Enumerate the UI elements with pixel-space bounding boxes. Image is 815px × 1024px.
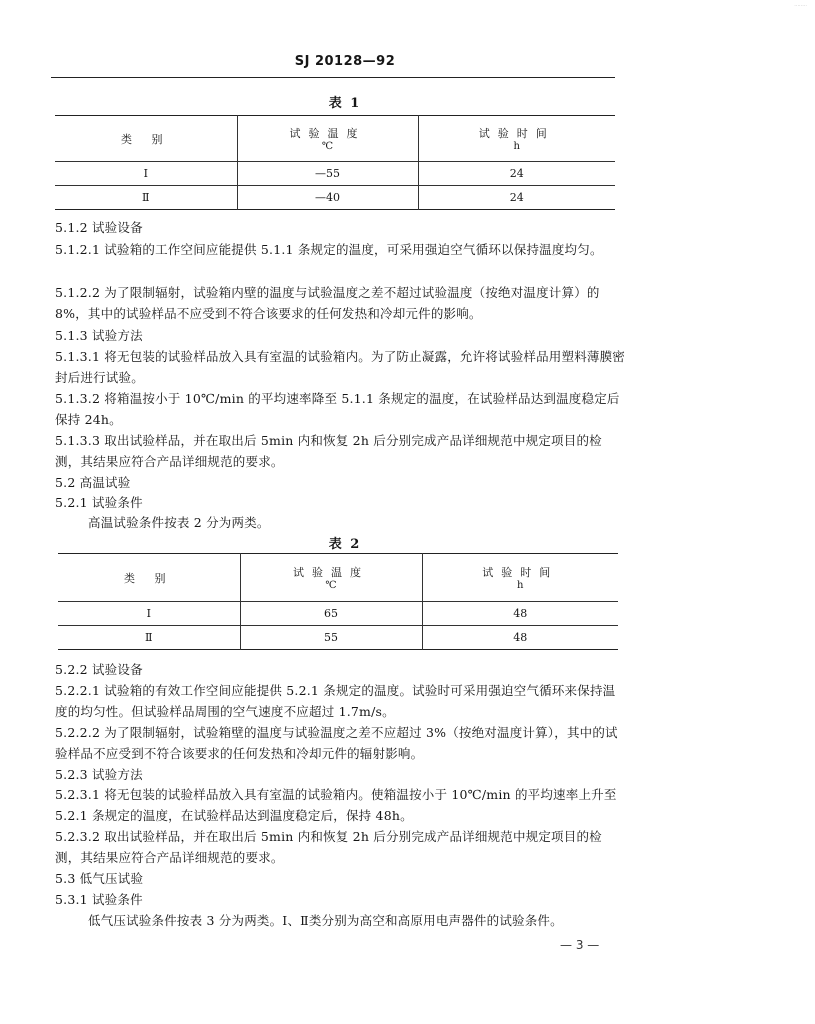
paragraph: 5.2.3.2 取出试验样品，并在取出后 5min 内和恢复 2h 后分别完成产品详细规范中规定项目的检测，其结果应符合产品详细规范的要求。 — [55, 829, 602, 865]
corner-note: ........ — [794, 2, 807, 8]
section-heading: 5.1.3 试验方法 — [55, 328, 143, 343]
paragraph: 低气压试验条件按表 3 分为两类。Ⅰ、Ⅱ类分别为高空和高原用电声器件的试验条件。 — [88, 913, 563, 928]
page-number: — 3 — — [560, 938, 600, 952]
section-heading: 5.3 低气压试验 — [55, 871, 144, 886]
section-heading: 5.2.3 试验方法 — [55, 767, 143, 782]
table2-cell-temp: 65 — [240, 602, 422, 626]
table-row — [58, 602, 618, 626]
paragraph: 5.2.3.1 将无包装的试验样品放入具有室温的试验箱内。使箱温按小于 10℃/min 的平均速率上升至 5.2.1 条规定的温度，在试验样品达到温度稳定后，保持 48h。 — [55, 787, 617, 823]
table2-cell-time: 48 — [422, 626, 618, 650]
table-row — [58, 626, 618, 650]
section-heading: 5.3.1 试验条件 — [55, 892, 143, 907]
table2-cell-category: Ⅰ — [58, 602, 240, 626]
table1-cell-time: 24 — [418, 162, 615, 186]
section-heading: 5.2 高温试验 — [55, 475, 131, 490]
table1-header-category: 类 别 — [55, 116, 237, 162]
paragraph: 5.2.2.2 为了限制辐射，试验箱壁的温度与试验温度之差不应超过 3%（按绝对温度计算），其中的试验样品不应受到不符合该要求的任何发热和冷却元件的辐射影响。 — [55, 725, 618, 761]
paragraph: 高温试验条件按表 2 分为两类。 — [88, 515, 270, 530]
table1-cell-temp: —40 — [237, 186, 418, 210]
paragraph: 5.1.2.1 试验箱的工作空间应能提供 5.1.1 条规定的温度，可采用强迫空气循环以保持温度均匀。 — [55, 242, 603, 257]
table1 — [55, 115, 615, 210]
paragraph: 5.1.3.1 将无包装的试验样品放入具有室温的试验箱内。为了防止凝露，允许将试验样品用塑料薄膜密封后进行试验。 — [55, 349, 626, 385]
table-row — [55, 186, 615, 210]
document-code: SJ 20128—92 — [294, 54, 396, 69]
table1-cell-temp: —55 — [237, 162, 418, 186]
table2-cell-temp: 55 — [240, 626, 422, 650]
section-heading: 5.1.2 试验设备 — [55, 220, 143, 235]
table2-cell-time: 48 — [422, 602, 618, 626]
paragraph: 5.1.3.3 取出试验样品，并在取出后 5min 内和恢复 2h 后分别完成产品详细规范中规定项目的检测，其结果应符合产品详细规范的要求。 — [55, 433, 602, 469]
table2 — [58, 553, 618, 650]
table2-caption: 表 2 — [328, 537, 362, 552]
table2-header-category: 类 别 — [58, 554, 240, 602]
table2-cell-category: Ⅱ — [145, 631, 153, 644]
table2-header-temp: 试验温度 ℃ — [240, 554, 422, 602]
table1-header-temp: 试验温度 ℃ — [237, 116, 418, 162]
section-heading: 5.2.1 试验条件 — [55, 495, 143, 510]
paragraph: 5.1.3.2 将箱温按小于 10℃/min 的平均速率降至 5.1.1 条规定的温度，在试验样品达到温度稳定后保持 24h。 — [55, 391, 620, 427]
table2-header-time: 试验时间 h — [422, 554, 618, 602]
paragraph: 5.2.2.1 试验箱的有效工作空间应能提供 5.2.1 条规定的温度。试验时可采用强迫空气循环来保持温度的均匀性。但试验样品周围的空气速度不应超过 1.7m/s。 — [55, 683, 616, 719]
table1-cell-category: Ⅱ — [142, 191, 150, 204]
section-heading: 5.2.2 试验设备 — [55, 662, 143, 677]
table1-caption: 表 1 — [328, 96, 362, 111]
table1-cell-category: Ⅰ — [55, 162, 237, 186]
table1-cell-time: 24 — [418, 186, 615, 210]
paragraph: 5.1.2.2 为了限制辐射，试验箱内壁的温度与试验温度之差不超过试验温度（按绝对温度计算）的 8%，其中的试验样品不应受到不符合该要求的任何发热和冷却元件的影响。 — [55, 285, 600, 321]
header-rule — [51, 77, 615, 78]
table-row — [55, 162, 615, 186]
table1-header-time: 试验时间 h — [418, 116, 615, 162]
